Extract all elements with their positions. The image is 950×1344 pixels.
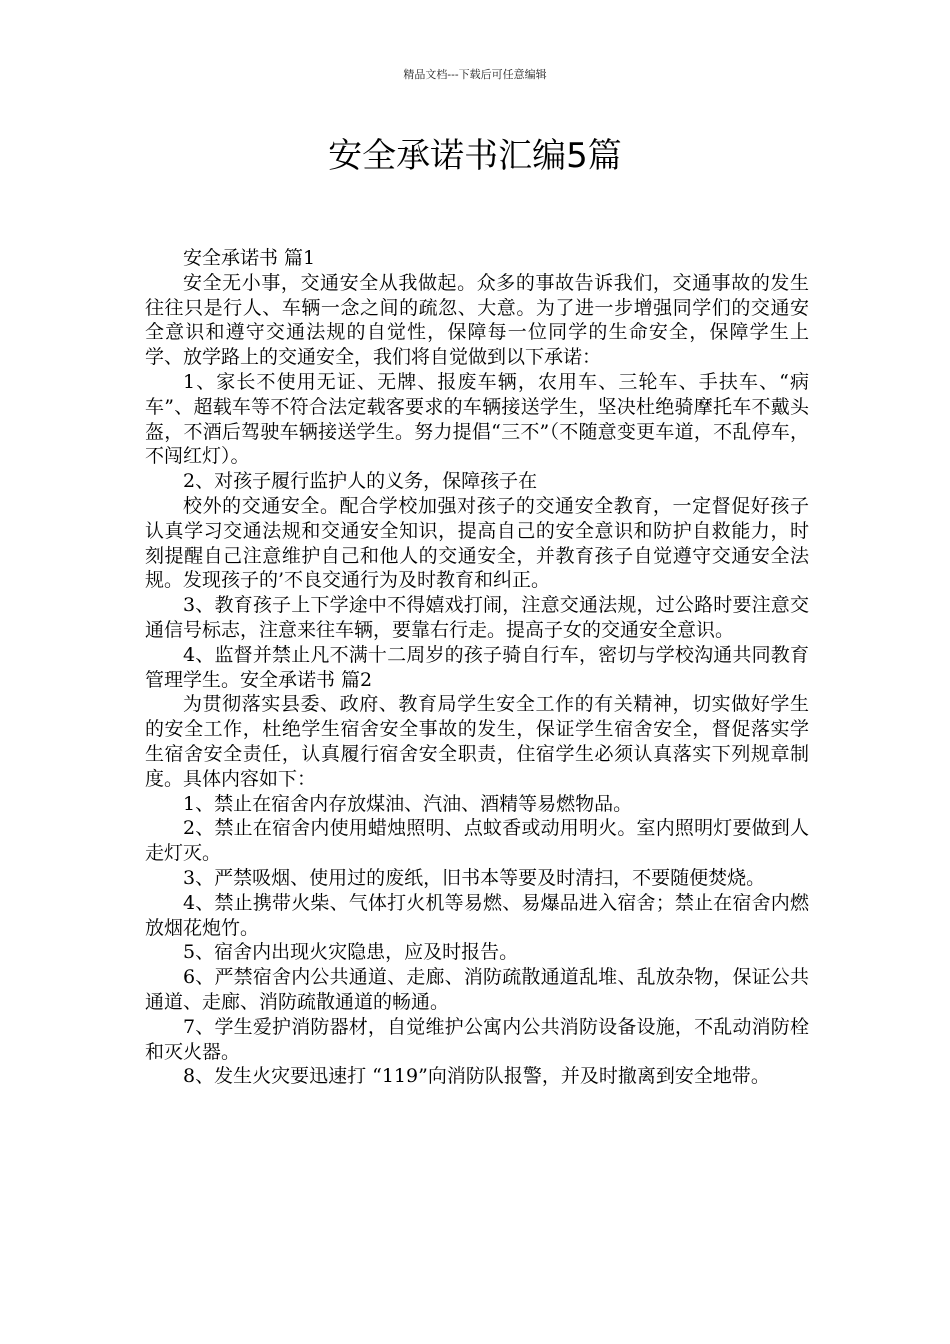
document-title: 安全承诺书汇编5篇 [328,136,622,176]
paragraph: 5、宿舍内出现火灾隐患，应及时报告。 [183,941,519,964]
paragraph: 7、学生爱护消防器材，自觉维护公寓内公共消防设备设施，不乱动消防栓和灭火器。 [145,1015,809,1063]
paragraph: 为贯彻落实县委、政府、教育局学生安全工作的有关精神，切实做好学生的安全工作，杜绝学生宿舍安全事故的发生，保证学生宿舍安全，督促落实学生宿舍安全责任，认真履行宿舍安全职责，住宿学生必须认真落实下列规章制度。具体内容如下： [145,693,809,790]
paragraph: 6、严禁宿舍内公共通道、走廊、消防疏散通道乱堆、乱放杂物，保证公共通道、走廊、消防疏散通道的畅通。 [145,966,809,1013]
paragraph: 4、监督并禁止凡不满十二周岁的孩子骑自行车，密切与学校沟通共同教育管理学生。安全承诺书 篇2 [145,643,809,691]
paragraph: 4、禁止携带火柴、气体打火机等易燃、易爆品进入宿舍；禁止在宿舍内燃放烟花炮竹。 [145,891,809,939]
paragraph: 2、禁止在宿舍内使用蜡烛照明、点蚊香或动用明火。室内照明灯要做到人走灯灭。 [145,817,809,865]
paragraph: 1、家长不使用无证、无牌、报废车辆，农用车、三轮车、手扶车、“病车”、超载车等不符合法定载客要求的车辆接送学生，坚决杜绝骑摩托车不戴头盔，不酒后驾驶车辆接送学生。努力提倡“三不”（不随意变更车道，不乱停车，不闯红灯）。 [145,370,809,468]
header-note: 精品文档---下载后可任意编辑 [403,68,547,81]
paragraph: 校外的交通安全。配合学校加强对孩子的交通安全教育，一定督促好孩子认真学习交通法规和交通安全知识，提高自己的安全意识和防护自救能力，时刻提醒自己注意维护自己和他人的交通安全，并教育孩子自觉遵守交通安全法规。发现孩子的’不良交通行为及时教育和纠正。 [145,494,809,592]
paragraph: 安全无小事，交通安全从我做起。众多的事故告诉我们，交通事故的发生往往只是行人、车辆一念之间的疏忽、大意。为了进一步增强同学们的交通安全意识和遵守交通法规的自觉性，保障每一位同学的生命安全，保障学生上学、放学路上的交通安全，我们将自觉做到以下承诺： [145,271,809,369]
paragraph: 3、教育孩子上下学途中不得嬉戏打闹，注意交通法规，过公路时要注意交通信号标志，注意来往车辆，要靠右行走。提高子女的交通安全意识。 [145,594,809,641]
paragraph: 2、对孩子履行监护人的义务，保障孩子在 [183,470,538,493]
section-heading-1: 安全承诺书 篇1 [183,247,316,269]
document-body [145,246,809,1089]
paragraph: 8、发生火灾要迅速打 “119”向消防队报警，并及时撤离到安全地带。 [183,1065,770,1088]
paragraph: 1、禁止在宿舍内存放煤油、汽油、酒精等易燃物品。 [183,792,633,815]
paragraph: 3、严禁吸烟、使用过的废纸，旧书本等要及时清扫，不要随便焚烧。 [183,866,766,889]
